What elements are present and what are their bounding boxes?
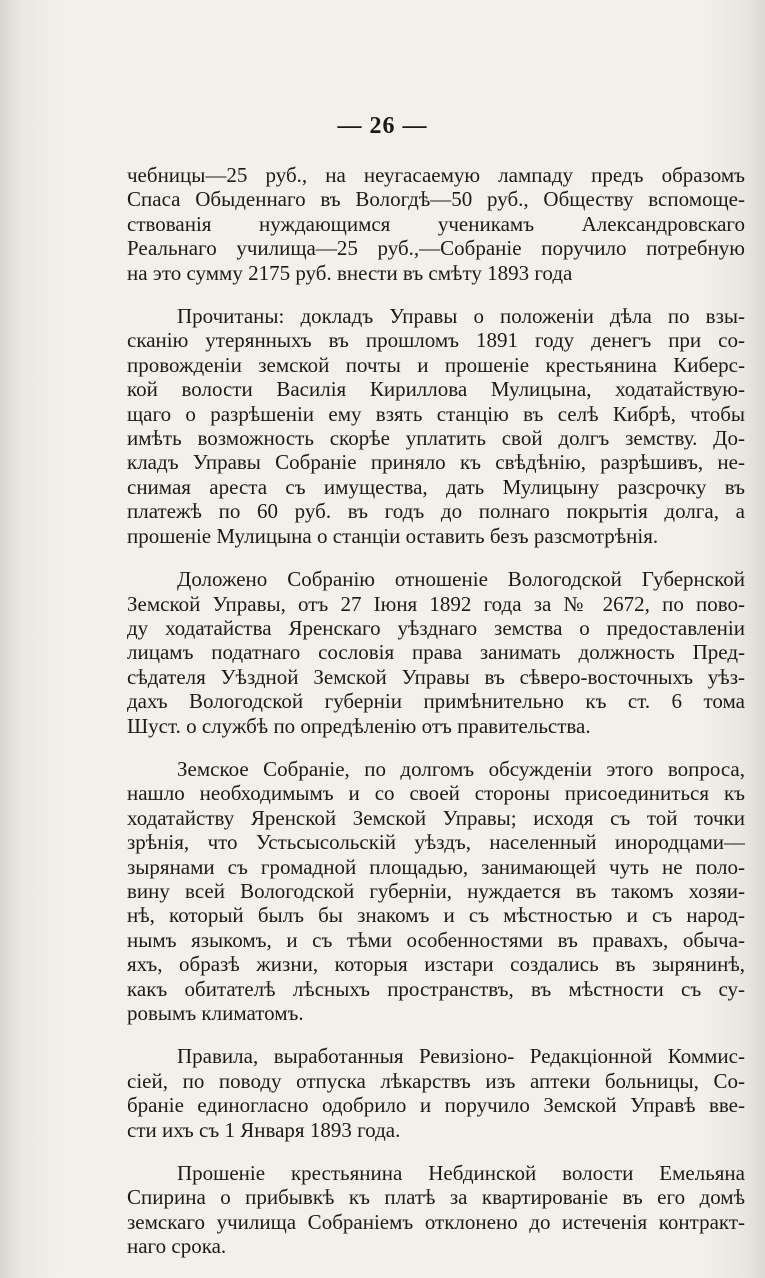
- text-line: имѣть возможность скорѣе уплатить свой долгъ земству. До-: [127, 426, 745, 451]
- text-line: прошеніе Мулицына о станціи оставить безъ разсмотрѣнія.: [127, 523, 659, 548]
- text-line: нымъ языкомъ, и съ тѣми особенностями въ правахъ, обыча-: [127, 927, 745, 952]
- text-line: Земской Управы, отъ 27 Іюня 1892 года за № 2672, по пово-: [127, 591, 745, 616]
- text-line: яхъ, образѣ жизни, которыя изстари создались въ зырянинѣ,: [127, 952, 745, 977]
- text-line: лицамъ податнаго сословія права занимать должность Пред-: [127, 640, 745, 665]
- text-line: нѣ, который былъ бы знакомъ и съ мѣстностью и съ народ-: [127, 903, 745, 928]
- paragraph-1: [127, 163, 745, 285]
- text-line: на это сумму 2175 руб. внести въ смѣту 1893 года: [127, 260, 573, 285]
- text-line: Прошеніе крестьянина Небдинской волости Емельяна: [177, 1161, 745, 1186]
- text-line: сіей, по поводу отпуска лѣкарствъ изъ аптеки больницы, Со-: [127, 1068, 745, 1093]
- text-line: Реальнаго училища—25 руб.,—Собраніе поручило потребную: [127, 236, 745, 261]
- text-line: сканію утерянныхъ въ прошломъ 1891 году денегъ при со-: [127, 328, 745, 353]
- text-line: Спаса Обыденнаго въ Вологдѣ—50 руб., Обществу вспомоще-: [127, 187, 745, 212]
- paragraph-2: [127, 304, 745, 548]
- text-line: ходатайству Яренской Земской Управы; исходя съ той точки: [127, 805, 745, 830]
- text-line: Шуст. о службѣ по опредѣленію отъ правительства.: [127, 713, 591, 738]
- text-line: Правила, выработанныя Ревизіоно- Редакціонной Коммис-: [177, 1044, 745, 1069]
- paragraph-5: [127, 1044, 745, 1142]
- text-line: наго срока.: [127, 1234, 227, 1259]
- text-line: Спирина о прибывкѣ къ платѣ за квартированіе въ его домѣ: [127, 1185, 745, 1210]
- text-line: вину всей Вологодской губерніи, нуждается въ такомъ хозяи-: [127, 878, 745, 903]
- text-line: ду ходатайства Яренскаго уѣзднаго земства о предоставленіи: [127, 615, 745, 640]
- text-line: снимая ареста съ имущества, дать Мулицыну разсрочку въ: [127, 474, 745, 499]
- text-line: зырянами съ громадной площадью, занимающей чуть не поло-: [127, 854, 745, 879]
- text-line: дахъ Вологодской губерніи примѣнительно къ ст. 6 тома: [127, 689, 745, 714]
- paragraph-4: [127, 757, 745, 1025]
- text-line: Прочитаны: докладъ Управы о положеніи дѣла по взы-: [177, 304, 745, 329]
- page-number: — 26 —: [337, 113, 428, 139]
- text-line: ровымъ климатомъ.: [127, 1001, 304, 1025]
- text-line: кой волости Василія Кириллова Мулицына, ходатайствую-: [127, 377, 745, 402]
- text-line: какъ обитателѣ лѣсныхъ пространствъ, въ мѣстности съ су-: [127, 976, 745, 1001]
- paragraph-6: [127, 1161, 745, 1259]
- text-line: сѣдателя Уѣздной Земской Управы въ сѣверо-восточныхъ уѣз-: [127, 664, 745, 689]
- text-line: платежѣ по 60 руб. въ годъ до полнаго покрытія долга, а: [127, 499, 745, 524]
- text-line: кладъ Управы Собраніе приняло къ свѣдѣнію, разрѣшивъ, не-: [127, 450, 745, 475]
- body-text: [127, 163, 745, 1259]
- text-line: нашло необходимымъ и со своей стороны присоединиться къ: [127, 781, 745, 806]
- text-line: чебницы—25 руб., на неугасаемую лампаду предъ образомъ: [127, 163, 745, 187]
- text-line: зрѣнія, что Устьсысольскій уѣздъ, населенный инородцами—: [127, 830, 745, 855]
- text-line: Земское Собраніе, по долгомъ обсужденіи этого вопроса,: [177, 756, 745, 781]
- text-line: ствованія нуждающимся ученикамъ Александровскаго: [127, 211, 745, 236]
- text-line: земскаго училища Собраніемъ отклонено до истеченія контракт-: [127, 1209, 745, 1234]
- text-line: щаго о разрѣшеніи ему взять станцію въ селѣ Кибрѣ, чтобы: [127, 401, 745, 426]
- paragraph-3: [127, 567, 745, 738]
- text-line: провожденіи земской почты и прошеніе крестьянина Киберс-: [127, 352, 745, 377]
- text-line: Доложено Собранію отношеніе Вологодской Губернской: [177, 567, 745, 592]
- text-line: браніе единогласно одобрило и поручило Земской Управѣ вве-: [127, 1093, 745, 1118]
- text-line: сти ихъ съ 1 Января 1893 года.: [127, 1117, 401, 1142]
